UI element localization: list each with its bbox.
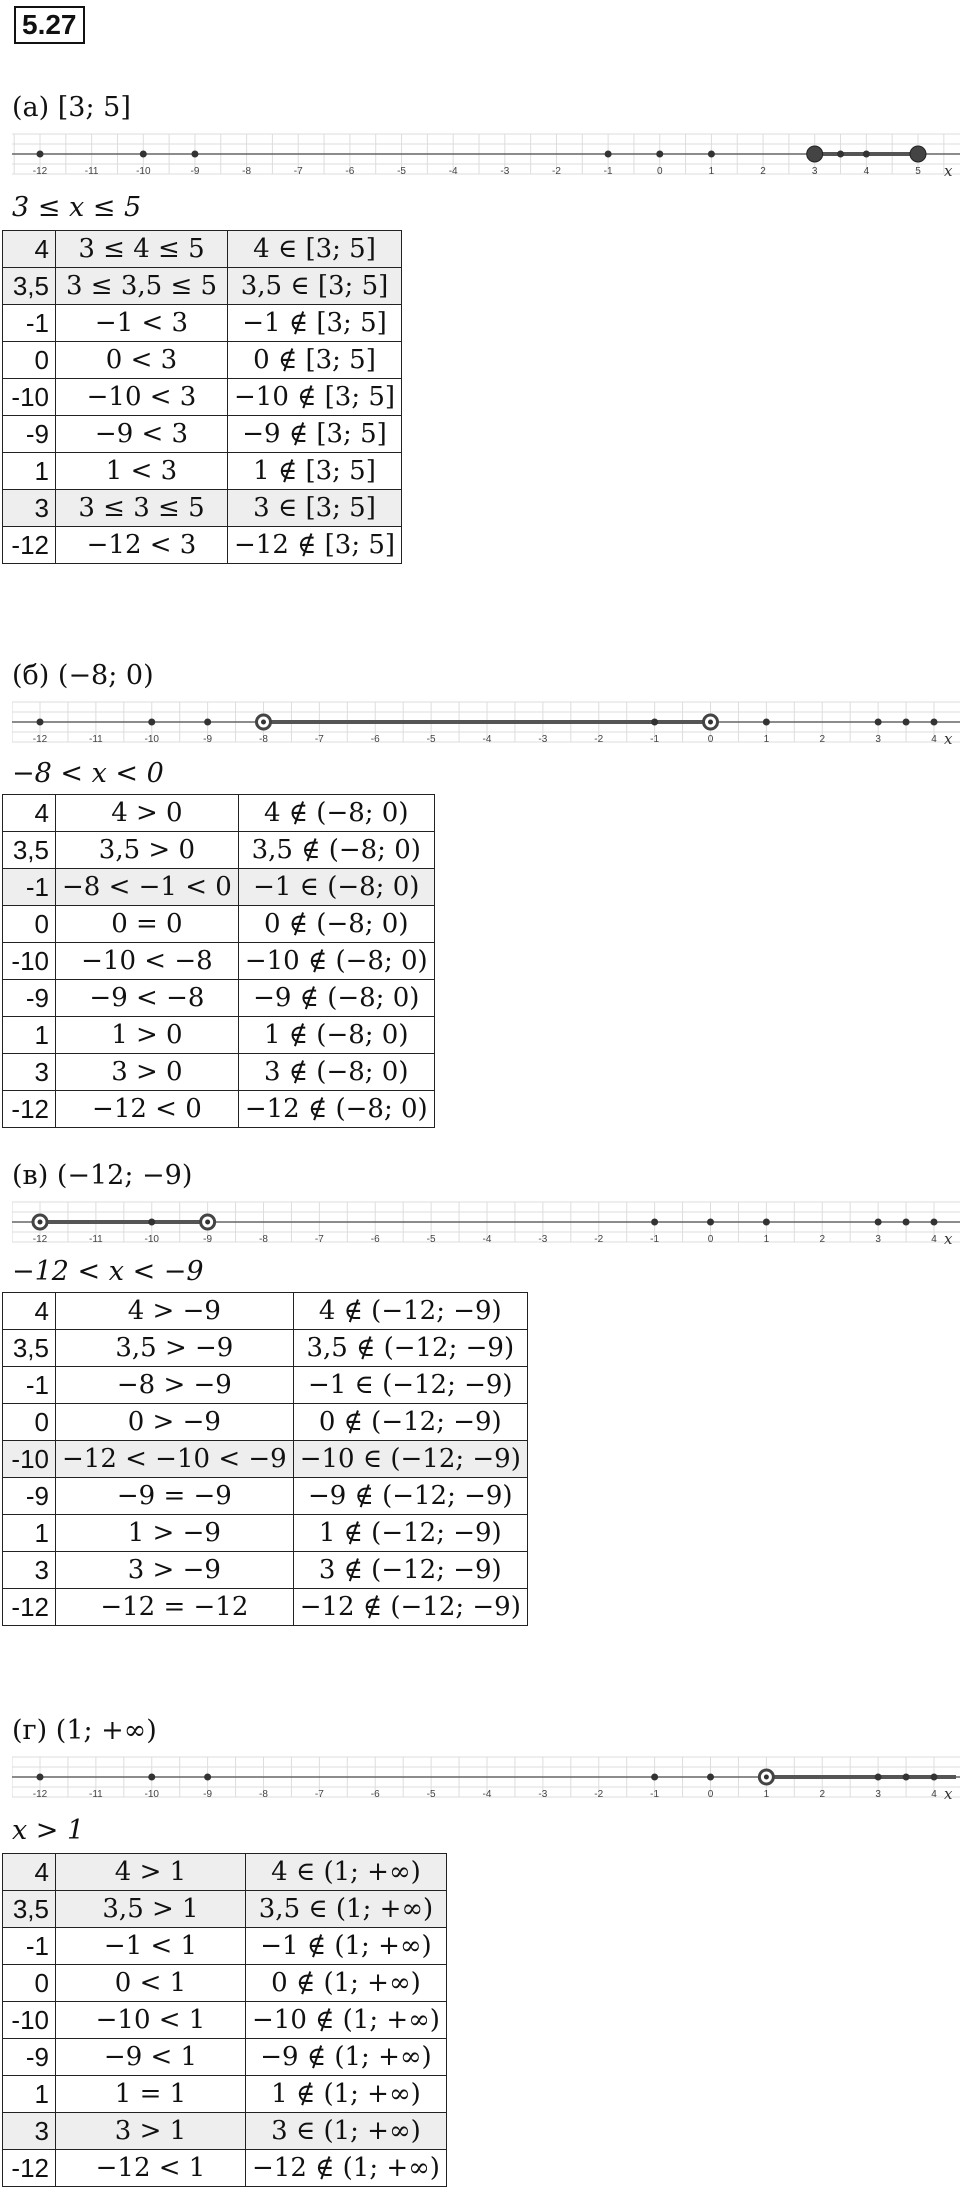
cell-result: 3 ∉ (−8; 0) (238, 1054, 434, 1091)
table-row (3, 527, 402, 564)
cell-check: 4 > 0 (56, 795, 239, 832)
tick-label: -9 (203, 1234, 213, 1245)
point-marker (204, 719, 211, 726)
axis-label: x (944, 1230, 953, 1248)
cell-x: 1 (3, 1017, 56, 1054)
cell-result: −9 ∉ (1; +∞) (246, 2039, 447, 2076)
cell-result: −9 ∉ (−12; −9) (293, 1478, 527, 1515)
table-row (3, 1404, 528, 1441)
tick-label: 2 (819, 1234, 826, 1245)
closed-endpoint (910, 146, 926, 162)
tick-label: -8 (259, 1789, 268, 1800)
point-marker (37, 1774, 44, 1781)
point-marker (148, 1219, 155, 1226)
tick-label: -9 (203, 734, 213, 745)
cell-x: 1 (3, 453, 56, 490)
point-marker (37, 719, 44, 726)
cell-check: −10 < 3 (56, 379, 228, 416)
cell-result: −1 ∉ [3; 5] (228, 305, 402, 342)
tick-label: 3 (875, 1234, 881, 1245)
cell-result: −1 ∈ (−12; −9) (293, 1367, 527, 1404)
values-table (2, 1292, 528, 1626)
tick-label: -6 (370, 734, 380, 745)
cell-x: -1 (3, 1367, 56, 1404)
tick-label: -2 (594, 1234, 604, 1245)
point-marker (148, 719, 155, 726)
tick-label: 4 (931, 1234, 937, 1245)
tick-label: -5 (426, 734, 436, 745)
tick-label: -5 (397, 166, 406, 177)
cell-x: 1 (3, 2076, 56, 2113)
point-marker (148, 1774, 155, 1781)
table-row (3, 490, 402, 527)
tick-label: -8 (242, 166, 252, 177)
cell-result: 1 ∉ [3; 5] (228, 453, 402, 490)
tick-label: 4 (863, 166, 870, 177)
inequality: 3 ≤ x ≤ 5 (12, 192, 142, 223)
cell-result: −1 ∉ (1; +∞) (246, 1928, 447, 1965)
table-row (3, 2039, 447, 2076)
table-row (3, 1330, 528, 1367)
tick-label: -11 (89, 1234, 103, 1245)
cell-x: -12 (3, 2150, 56, 2187)
cell-check: 0 > −9 (56, 1404, 294, 1441)
cell-check: 3,5 > −9 (56, 1330, 294, 1367)
point-marker (903, 1219, 910, 1226)
point-marker (707, 1774, 714, 1781)
tick-label: 3 (875, 734, 881, 745)
cell-x: -9 (3, 2039, 56, 2076)
tick-label: -5 (426, 1234, 436, 1245)
cell-check: −12 = −12 (56, 1589, 294, 1626)
section-label: (а) [3; 5] (12, 92, 131, 123)
table-row (3, 980, 435, 1017)
number-line (12, 700, 960, 760)
cell-check: −9 = −9 (56, 1478, 294, 1515)
cell-check: 1 = 1 (56, 2076, 246, 2113)
tick-label: -3 (538, 1789, 548, 1800)
point-marker (875, 719, 882, 726)
point-marker (191, 151, 198, 158)
tick-label: 5 (915, 166, 921, 177)
cell-check: 3 ≤ 3,5 ≤ 5 (56, 268, 228, 305)
cell-result: 4 ∈ [3; 5] (228, 231, 402, 268)
point-marker (656, 151, 663, 158)
point-marker (605, 151, 612, 158)
cell-check: −10 < −8 (56, 943, 239, 980)
point-marker (140, 151, 147, 158)
cell-result: 0 ∉ [3; 5] (228, 342, 402, 379)
cell-result: −12 ∉ (−12; −9) (293, 1589, 527, 1626)
point-marker (931, 1219, 938, 1226)
table-row (3, 379, 402, 416)
cell-x: -12 (3, 1091, 56, 1128)
number-line (12, 132, 960, 192)
table-row (3, 1891, 447, 1928)
point-marker (763, 719, 770, 726)
table-row (3, 869, 435, 906)
table-row (3, 906, 435, 943)
point-marker (708, 720, 713, 725)
table-row (3, 2076, 447, 2113)
cell-result: −10 ∈ (−12; −9) (293, 1441, 527, 1478)
cell-x: 1 (3, 1515, 56, 1552)
cell-check: −12 < −10 < −9 (56, 1441, 294, 1478)
values-table (2, 1853, 447, 2187)
table-row (3, 2002, 447, 2039)
axis-label: x (944, 730, 953, 748)
axis-label: x (944, 162, 953, 180)
point-marker (708, 151, 715, 158)
cell-check: −1 < 1 (56, 1928, 246, 1965)
axis-label: x (944, 1785, 953, 1803)
tick-label: -7 (293, 166, 303, 177)
cell-check: 3 ≤ 3 ≤ 5 (56, 490, 228, 527)
cell-result: −9 ∉ [3; 5] (228, 416, 402, 453)
point-marker (931, 1774, 938, 1781)
cell-check: −9 < −8 (56, 980, 239, 1017)
tick-label: -2 (594, 734, 604, 745)
cell-x: 4 (3, 795, 56, 832)
cell-result: −12 ∉ [3; 5] (228, 527, 402, 564)
cell-result: −12 ∉ (−8; 0) (238, 1091, 434, 1128)
tick-label: -6 (345, 166, 355, 177)
table-row (3, 416, 402, 453)
cell-x: 4 (3, 1293, 56, 1330)
cell-x: 0 (3, 1404, 56, 1441)
point-marker (204, 1774, 211, 1781)
point-marker (651, 1219, 658, 1226)
cell-check: −9 < 1 (56, 2039, 246, 2076)
cell-result: 3,5 ∈ [3; 5] (228, 268, 402, 305)
cell-x: -10 (3, 2002, 56, 2039)
table-row (3, 1091, 435, 1128)
point-marker (764, 1775, 769, 1780)
cell-x: 3,5 (3, 832, 56, 869)
cell-x: 4 (3, 231, 56, 268)
tick-label: -11 (89, 734, 103, 745)
cell-check: 3 > 0 (56, 1054, 239, 1091)
cell-x: 0 (3, 1965, 56, 2002)
cell-x: 0 (3, 342, 56, 379)
tick-label: -10 (136, 166, 151, 177)
tick-label: -4 (482, 1234, 492, 1245)
cell-x: -10 (3, 1441, 56, 1478)
cell-result: −9 ∉ (−8; 0) (238, 980, 434, 1017)
inequality: −8 < x < 0 (12, 758, 164, 789)
cell-result: −1 ∈ (−8; 0) (238, 869, 434, 906)
tick-label: -7 (314, 1234, 324, 1245)
number-line (12, 1755, 960, 1815)
cell-x: -1 (3, 869, 56, 906)
cell-check: −10 < 1 (56, 2002, 246, 2039)
tick-label: 2 (819, 734, 826, 745)
cell-result: 3 ∈ (1; +∞) (246, 2113, 447, 2150)
cell-x: 3,5 (3, 1891, 56, 1928)
cell-x: 3 (3, 490, 56, 527)
cell-check: 1 < 3 (56, 453, 228, 490)
tick-label: -9 (190, 166, 200, 177)
cell-result: 3,5 ∈ (1; +∞) (246, 1891, 447, 1928)
cell-check: −1 < 3 (56, 305, 228, 342)
tick-label: -7 (314, 1789, 324, 1800)
point-marker (205, 1220, 210, 1225)
cell-x: -12 (3, 1589, 56, 1626)
cell-check: −12 < 3 (56, 527, 228, 564)
cell-result: 1 ∉ (−8; 0) (238, 1017, 434, 1054)
cell-x: 0 (3, 906, 56, 943)
cell-x: 3 (3, 2113, 56, 2150)
tick-label: -4 (482, 1789, 492, 1800)
cell-result: −10 ∉ (−8; 0) (238, 943, 434, 980)
tick-label: -1 (603, 166, 613, 177)
tick-label: 0 (656, 166, 663, 177)
cell-check: −8 < −1 < 0 (56, 869, 239, 906)
cell-check: 1 > −9 (56, 1515, 294, 1552)
tick-label: -5 (426, 1789, 436, 1800)
tick-label: 2 (819, 1789, 826, 1800)
cell-result: 0 ∉ (1; +∞) (246, 1965, 447, 2002)
tick-label: -7 (314, 734, 324, 745)
table-row (3, 342, 402, 379)
tick-label: -1 (650, 1789, 660, 1800)
tick-label: -11 (89, 1789, 103, 1800)
table-row (3, 1478, 528, 1515)
tick-label: -10 (144, 734, 159, 745)
table-row (3, 1293, 528, 1330)
table-row (3, 1965, 447, 2002)
cell-result: −10 ∉ (1; +∞) (246, 2002, 447, 2039)
cell-result: 3 ∉ (−12; −9) (293, 1552, 527, 1589)
table-row (3, 1515, 528, 1552)
point-marker (38, 1220, 43, 1225)
cell-x: 4 (3, 1854, 56, 1891)
tick-label: -12 (32, 734, 48, 745)
cell-check: −8 > −9 (56, 1367, 294, 1404)
cell-result: 4 ∉ (−12; −9) (293, 1293, 527, 1330)
table-row (3, 1017, 435, 1054)
table-row (3, 1854, 447, 1891)
inequality: −12 < x < −9 (12, 1256, 204, 1287)
cell-check: 0 < 3 (56, 342, 228, 379)
tick-label: -10 (144, 1234, 159, 1245)
cell-x: -12 (3, 527, 56, 564)
point-marker (903, 719, 910, 726)
tick-label: 4 (931, 1789, 937, 1800)
cell-result: 3,5 ∉ (−8; 0) (238, 832, 434, 869)
cell-x: 3 (3, 1054, 56, 1091)
cell-x: -9 (3, 416, 56, 453)
cell-x: 3,5 (3, 1330, 56, 1367)
tick-label: 1 (708, 166, 715, 177)
tick-label: 4 (931, 734, 937, 745)
table-row (3, 268, 402, 305)
point-marker (37, 151, 44, 158)
tick-label: -3 (538, 734, 548, 745)
table-row (3, 1928, 447, 1965)
tick-label: -2 (594, 1789, 604, 1800)
tick-label: 1 (763, 1789, 770, 1800)
table-row (3, 305, 402, 342)
cell-check: 3 ≤ 4 ≤ 5 (56, 231, 228, 268)
cell-x: -10 (3, 943, 56, 980)
tick-label: 1 (763, 1234, 770, 1245)
cell-x: 3,5 (3, 268, 56, 305)
table-row (3, 1054, 435, 1091)
tick-label: 3 (875, 1789, 881, 1800)
cell-result: 3,5 ∉ (−12; −9) (293, 1330, 527, 1367)
section-label: (в) (−12; −9) (12, 1160, 193, 1191)
tick-label: -12 (32, 1234, 48, 1245)
problem-number: 5.27 (14, 6, 85, 44)
inequality: x > 1 (12, 1815, 85, 1846)
tick-label: -2 (552, 166, 561, 177)
table-row (3, 453, 402, 490)
table-row (3, 1441, 528, 1478)
cell-x: 3 (3, 1552, 56, 1589)
table-row (3, 1589, 528, 1626)
tick-label: -1 (650, 1234, 660, 1245)
cell-check: 1 > 0 (56, 1017, 239, 1054)
point-marker (903, 1774, 910, 1781)
point-marker (651, 719, 658, 726)
table-row (3, 943, 435, 980)
tick-label: -10 (144, 1789, 159, 1800)
cell-check: 4 > −9 (56, 1293, 294, 1330)
tick-label: -3 (538, 1234, 548, 1245)
cell-x: -1 (3, 305, 56, 342)
tick-label: -12 (32, 1789, 48, 1800)
cell-result: 0 ∉ (−12; −9) (293, 1404, 527, 1441)
tick-label: -4 (482, 734, 492, 745)
cell-result: 1 ∉ (1; +∞) (246, 2076, 447, 2113)
table-row (3, 2150, 447, 2187)
tick-label: -8 (259, 1234, 268, 1245)
tick-label: -8 (259, 734, 268, 745)
values-table (2, 230, 402, 564)
cell-check: −12 < 1 (56, 2150, 246, 2187)
point-marker (875, 1774, 882, 1781)
point-marker (863, 151, 870, 158)
cell-check: −12 < 0 (56, 1091, 239, 1128)
point-marker (875, 1219, 882, 1226)
cell-result: 0 ∉ (−8; 0) (238, 906, 434, 943)
point-marker (837, 151, 844, 158)
cell-check: 3 > −9 (56, 1552, 294, 1589)
cell-result: 4 ∈ (1; +∞) (246, 1854, 447, 1891)
values-table (2, 794, 435, 1128)
cell-check: 0 < 1 (56, 1965, 246, 2002)
cell-check: 3,5 > 0 (56, 832, 239, 869)
cell-x: -1 (3, 1928, 56, 1965)
point-marker (707, 1219, 714, 1226)
tick-label: 0 (707, 734, 714, 745)
tick-label: -6 (370, 1789, 380, 1800)
cell-x: -10 (3, 379, 56, 416)
tick-label: 1 (763, 734, 770, 745)
tick-label: 0 (707, 1234, 714, 1245)
point-marker (651, 1774, 658, 1781)
tick-label: -3 (500, 166, 510, 177)
tick-label: -6 (370, 1234, 380, 1245)
tick-label: -9 (203, 1789, 213, 1800)
tick-label: 2 (760, 166, 766, 177)
tick-label: 3 (811, 166, 818, 177)
cell-check: 4 > 1 (56, 1854, 246, 1891)
point-marker (763, 1219, 770, 1226)
tick-label: 0 (707, 1789, 714, 1800)
closed-endpoint (807, 146, 823, 162)
cell-result: 3 ∈ [3; 5] (228, 490, 402, 527)
cell-result: −12 ∉ (1; +∞) (246, 2150, 447, 2187)
cell-x: -9 (3, 980, 56, 1017)
cell-check: 3 > 1 (56, 2113, 246, 2150)
table-row (3, 1552, 528, 1589)
point-marker (931, 719, 938, 726)
point-marker (261, 720, 266, 725)
cell-result: 1 ∉ (−12; −9) (293, 1515, 527, 1552)
cell-x: -9 (3, 1478, 56, 1515)
cell-check: −9 < 3 (56, 416, 228, 453)
number-line (12, 1200, 960, 1260)
table-row (3, 832, 435, 869)
table-row (3, 231, 402, 268)
cell-result: −10 ∉ [3; 5] (228, 379, 402, 416)
tick-label: -11 (84, 166, 99, 177)
tick-label: -12 (32, 166, 48, 177)
tick-label: -1 (650, 734, 660, 745)
cell-result: 4 ∉ (−8; 0) (238, 795, 434, 832)
cell-check: 3,5 > 1 (56, 1891, 246, 1928)
cell-check: 0 = 0 (56, 906, 239, 943)
tick-label: -4 (448, 166, 458, 177)
table-row (3, 1367, 528, 1404)
table-row (3, 2113, 447, 2150)
section-label: (г) (1; +∞) (12, 1715, 157, 1746)
table-row (3, 795, 435, 832)
section-label: (б) (−8; 0) (12, 660, 154, 691)
